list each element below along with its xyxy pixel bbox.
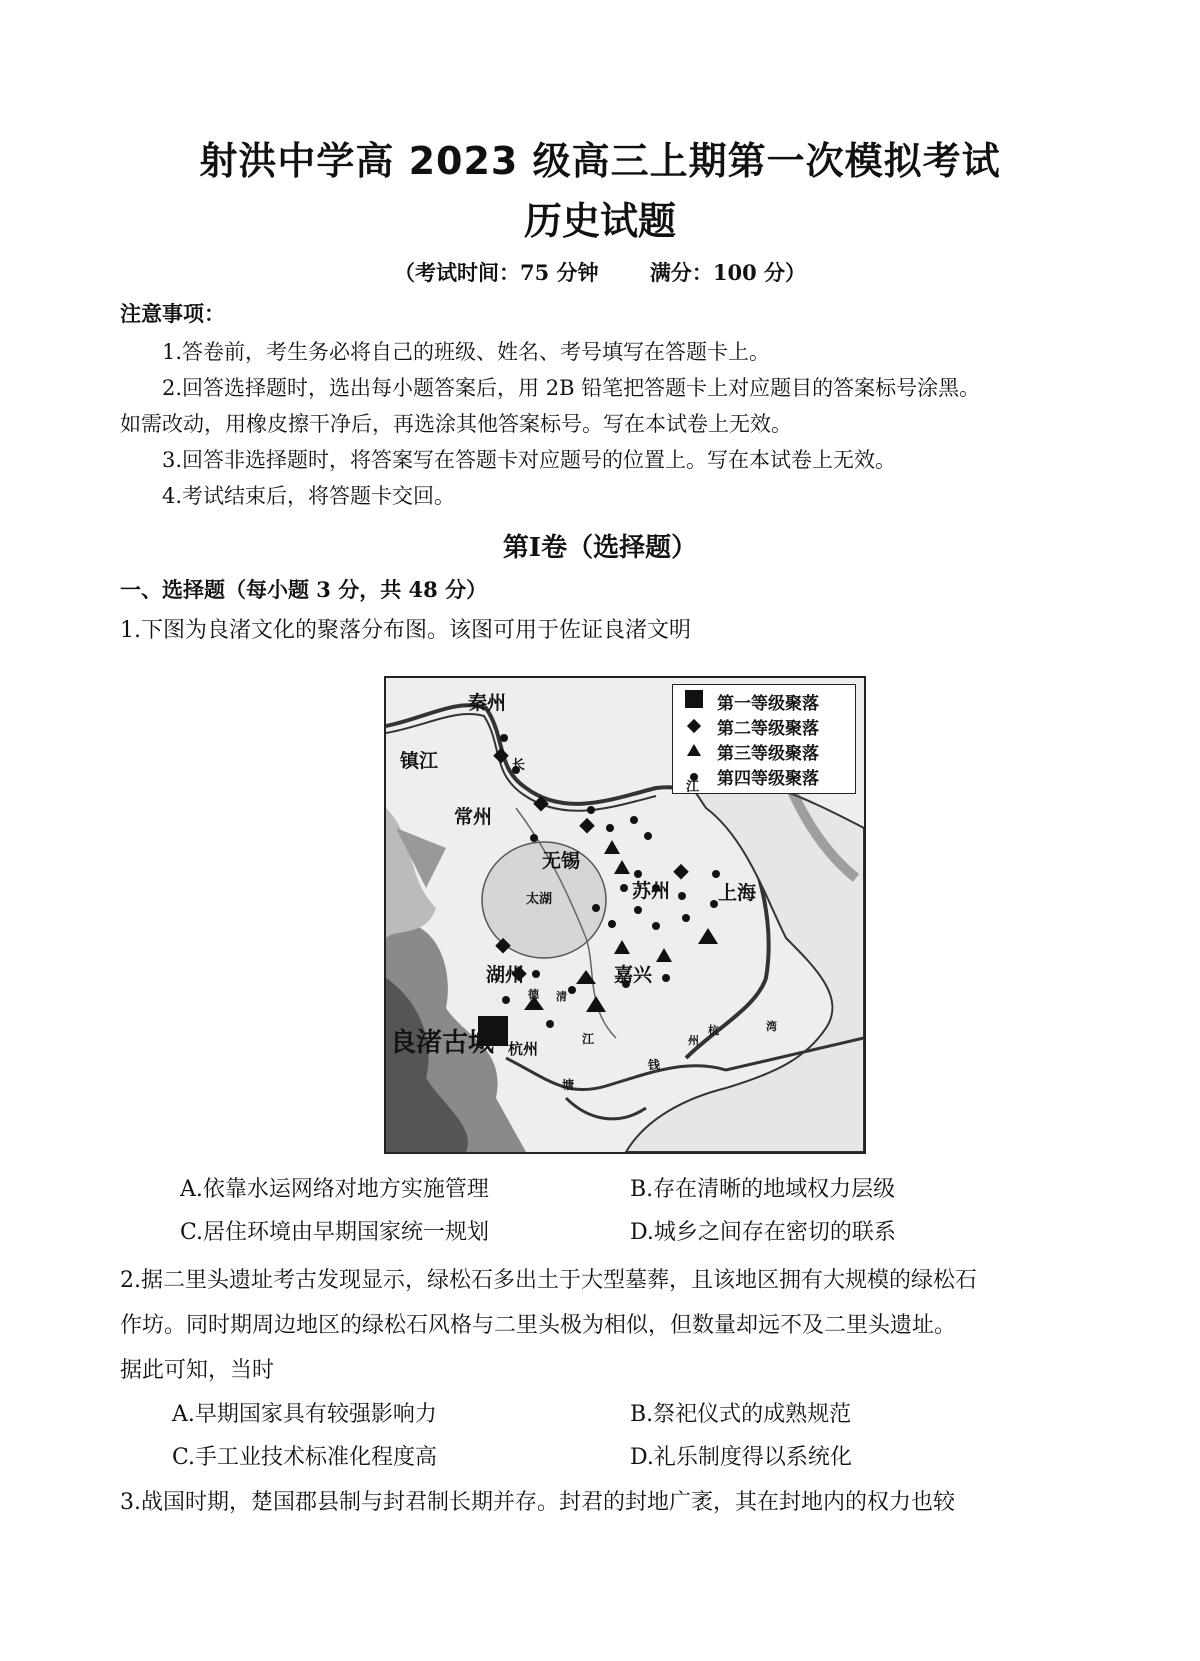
q2-option-b[interactable]: B.祭祀仪式的成熟规范 bbox=[630, 1402, 852, 1427]
map-label: 苏州 bbox=[632, 880, 671, 902]
legend-item: 第三等级聚落 bbox=[679, 739, 819, 763]
legend-item: 第一等级聚落 bbox=[679, 689, 819, 713]
exam-title: 射洪中学高 2023 级高三上期第一次模拟考试 bbox=[199, 139, 1001, 183]
map-label: 塘 bbox=[562, 1078, 575, 1092]
map-label: 无锡 bbox=[542, 850, 581, 872]
full-score: 满分：100 分） bbox=[649, 260, 806, 285]
notice-item: 3.回答非选择题时，将答案写在答题卡对应题号的位置上。写在本试卷上无效。 bbox=[162, 448, 897, 472]
volume-title: 第Ⅰ卷（选择题） bbox=[502, 533, 698, 563]
map-label: 嘉兴 bbox=[614, 964, 653, 986]
q1-option-b[interactable]: B.存在清晰的地域权力层级 bbox=[630, 1177, 896, 1202]
map-label: 常州 bbox=[454, 806, 493, 828]
notice-heading: 注意事项： bbox=[120, 301, 225, 326]
map-label: 上海 bbox=[718, 882, 757, 904]
notice-list bbox=[120, 334, 1080, 514]
map-label: 湾 bbox=[766, 1020, 777, 1033]
map-label: 镇江 bbox=[400, 750, 439, 772]
notice-item: 4.考试结束后，将答题卡交回。 bbox=[162, 484, 456, 508]
q1-option-d[interactable]: D.城乡之间存在密切的联系 bbox=[630, 1220, 896, 1245]
notice-item: 如需改动，用橡皮擦干净后，再选涂其他答案标号。写在本试卷上无效。 bbox=[120, 412, 792, 436]
exam-subtitle: 历史试题 bbox=[523, 199, 676, 243]
q2-option-a[interactable]: A.早期国家具有较强影响力 bbox=[172, 1402, 437, 1427]
map-label: 杭州 bbox=[508, 1040, 539, 1058]
map-label: 长 bbox=[512, 758, 526, 773]
map-label: 江 bbox=[686, 780, 700, 795]
section-title: 一、选择题（每小题 3 分，共 48 分） bbox=[120, 577, 488, 602]
liangzhu-settlement-map bbox=[384, 676, 866, 1154]
map-label: 江 bbox=[582, 1032, 595, 1046]
notice-item: 1.答卷前，考生务必将自己的班级、姓名、考号填写在答题卡上。 bbox=[162, 340, 771, 364]
map-label: 秦州 bbox=[468, 692, 507, 714]
map-label: 清 bbox=[556, 990, 567, 1003]
q1-option-c[interactable]: C.居住环境由早期国家统一规划 bbox=[180, 1220, 490, 1245]
question-1-stem: 1.下图为良渚文化的聚落分布图。该图可用于佐证良渚文明 bbox=[120, 618, 691, 643]
map-label: 太湖 bbox=[526, 892, 553, 907]
notice-item: 2.回答选择题时，选出每小题答案后，用 2B 铅笔把答题卡上对应题目的答案标号涂黑。 bbox=[162, 376, 981, 400]
map-legend bbox=[672, 684, 856, 794]
map-label: 杭 bbox=[708, 1024, 719, 1037]
q2-option-c[interactable]: C.手工业技术标准化程度高 bbox=[172, 1445, 438, 1470]
map-label: 钱 bbox=[648, 1058, 661, 1072]
legend-item: 第四等级聚落 bbox=[679, 764, 819, 788]
question-2-stem: 2.据二里头遗址考古发现显示，绿松石多出土于大型墓葬，且该地区拥有大规模的绿松石 作坊。同时期周边地区的绿松石风格与二里头极为相似，但数量却远不及二里头遗址。 据此可知，当时 bbox=[120, 1268, 977, 1383]
exam-time: （考试时间：75 分钟 bbox=[393, 260, 599, 285]
exam-meta bbox=[0, 257, 1200, 287]
map-label: 德 bbox=[528, 988, 539, 1001]
question-3-stem: 3.战国时期，楚国郡县制与封君制长期并存。封君的封地广袤，其在封地内的权力也较 bbox=[120, 1490, 955, 1515]
q1-option-a[interactable]: A.依靠水运网络对地方实施管理 bbox=[180, 1177, 489, 1202]
map-label: 州 bbox=[688, 1034, 699, 1047]
legend-item: 第二等级聚落 bbox=[679, 714, 819, 738]
map-label: 湖州 bbox=[486, 964, 525, 986]
q2-option-d[interactable]: D.礼乐制度得以系统化 bbox=[630, 1445, 852, 1470]
map-label: 良渚古城 bbox=[390, 1028, 495, 1058]
